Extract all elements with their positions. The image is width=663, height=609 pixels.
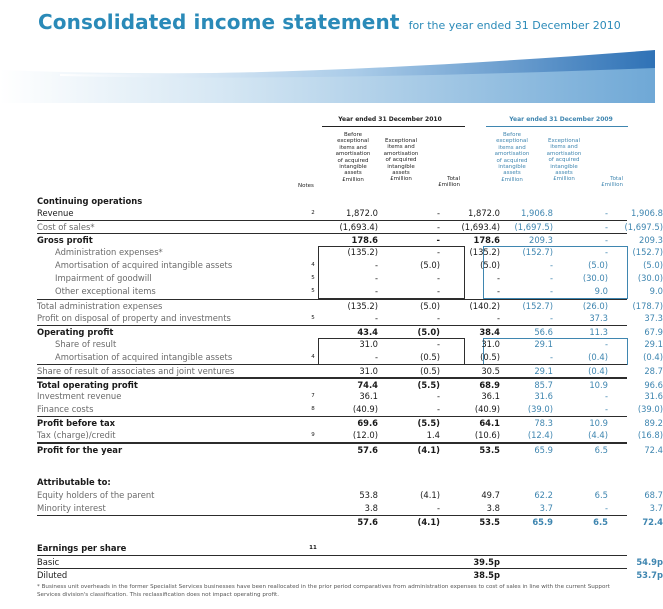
row-value: - bbox=[436, 235, 440, 245]
row-value: 6.5 bbox=[593, 517, 608, 527]
row-value: 96.6 bbox=[644, 380, 663, 390]
row-value: - bbox=[436, 313, 440, 323]
row-note-ref: 5 bbox=[311, 315, 315, 321]
row-value: 65.9 bbox=[534, 445, 553, 455]
row-value: (5.5) bbox=[417, 418, 440, 428]
row-label: Gross profit bbox=[37, 235, 93, 245]
row-value: 9.0 bbox=[649, 286, 663, 296]
row-label: Attributable to: bbox=[37, 477, 111, 487]
row-label: Cost of sales* bbox=[37, 222, 95, 232]
statement-row bbox=[37, 568, 663, 582]
row-value: 37.3 bbox=[589, 313, 608, 323]
row-value: 31.0 bbox=[359, 366, 378, 376]
row-value: - bbox=[604, 503, 608, 513]
row-value: 53.8 bbox=[359, 490, 378, 500]
row-label: Minority interest bbox=[37, 503, 106, 513]
row-value: 37.3 bbox=[644, 313, 663, 323]
statement-row bbox=[37, 442, 663, 457]
page-subtitle: for the year ended 31 December 2010 bbox=[408, 19, 621, 32]
statement-row bbox=[37, 207, 663, 220]
row-value: (1,693.4) bbox=[339, 222, 378, 232]
notes-column-header: Notes bbox=[298, 183, 314, 189]
row-value: - bbox=[436, 222, 440, 232]
row-value: (5.0) bbox=[480, 260, 500, 270]
row-value: 31.6 bbox=[534, 391, 553, 401]
statement-row bbox=[37, 285, 663, 298]
statement-row bbox=[37, 502, 663, 515]
statement-row bbox=[37, 338, 663, 351]
row-value: - bbox=[436, 247, 440, 257]
row-label: Equity holders of the parent bbox=[37, 490, 155, 500]
row-value: - bbox=[436, 273, 440, 283]
row-value: - bbox=[436, 404, 440, 414]
row-value: - bbox=[436, 208, 440, 218]
row-value: (5.0) bbox=[643, 260, 663, 270]
row-value: - bbox=[496, 313, 500, 323]
row-value: 29.1 bbox=[534, 339, 553, 349]
row-value: (4.4) bbox=[588, 430, 608, 440]
row-value: (16.8) bbox=[637, 430, 663, 440]
row-value: 49.7 bbox=[481, 490, 500, 500]
row-value: 3.7 bbox=[539, 503, 553, 513]
statement-row bbox=[37, 299, 663, 313]
statement-row bbox=[37, 312, 663, 325]
row-value: - bbox=[604, 222, 608, 232]
row-label: Administration expenses* bbox=[55, 247, 163, 257]
row-value: (12.0) bbox=[352, 430, 378, 440]
row-value: - bbox=[374, 352, 378, 362]
row-value: - bbox=[374, 313, 378, 323]
row-value: (0.4) bbox=[588, 352, 608, 362]
row-value: 67.9 bbox=[644, 327, 663, 337]
row-value: 56.6 bbox=[534, 327, 553, 337]
row-value: (178.7) bbox=[632, 301, 663, 311]
year-2010-rule bbox=[322, 126, 465, 127]
row-value: - bbox=[549, 313, 553, 323]
row-value: - bbox=[374, 260, 378, 270]
row-value: (135.2) bbox=[469, 247, 500, 257]
row-value: 38.4 bbox=[479, 327, 500, 337]
col-2010-exceptional-header: Exceptional items and amortisation of acquired intangible assets £million bbox=[383, 138, 419, 183]
row-value: - bbox=[549, 260, 553, 270]
row-value: (0.5) bbox=[420, 366, 440, 376]
row-label: Profit before tax bbox=[37, 418, 116, 428]
row-value: 31.0 bbox=[481, 339, 500, 349]
col-2009-before-header: Before exceptional items and amortisation of acquired intangible assets £million bbox=[494, 132, 530, 183]
header-swoosh-graphic bbox=[0, 40, 655, 110]
row-value: 39.5p bbox=[473, 557, 500, 567]
row-value: 78.3 bbox=[534, 418, 553, 428]
row-value: (0.5) bbox=[420, 352, 440, 362]
row-value: (135.2) bbox=[347, 247, 378, 257]
statement-row bbox=[37, 429, 663, 442]
row-value: 72.4 bbox=[644, 445, 663, 455]
statement-row bbox=[37, 364, 663, 378]
row-value: - bbox=[496, 273, 500, 283]
row-value: (39.0) bbox=[527, 404, 553, 414]
statement-row bbox=[37, 351, 663, 364]
row-value: - bbox=[549, 352, 553, 362]
row-label: Total operating profit bbox=[37, 380, 138, 390]
row-value: (0.4) bbox=[643, 352, 663, 362]
row-value: (140.2) bbox=[469, 301, 500, 311]
row-value: 38.5p bbox=[473, 570, 500, 580]
row-value: 10.9 bbox=[589, 418, 608, 428]
row-value: - bbox=[436, 503, 440, 513]
row-value: 43.4 bbox=[357, 327, 378, 337]
statement-row bbox=[37, 555, 663, 569]
row-label: Other exceptional items bbox=[55, 286, 156, 296]
year-2009-rule bbox=[486, 126, 628, 127]
income-statement-sheet bbox=[0, 103, 663, 609]
row-value: (4.1) bbox=[417, 445, 440, 455]
row-value: - bbox=[604, 339, 608, 349]
statement-row bbox=[37, 489, 663, 502]
statement-row bbox=[37, 246, 663, 259]
row-value: (0.5) bbox=[480, 352, 500, 362]
row-value: (12.4) bbox=[527, 430, 553, 440]
row-value: (10.6) bbox=[474, 430, 500, 440]
row-value: (5.0) bbox=[420, 260, 440, 270]
row-label: Share of result bbox=[55, 339, 117, 349]
row-note-ref: 4 bbox=[311, 354, 315, 360]
row-value: 178.6 bbox=[351, 235, 378, 245]
row-value: (5.5) bbox=[417, 380, 440, 390]
row-label: Basic bbox=[37, 557, 60, 567]
row-value: 31.0 bbox=[359, 339, 378, 349]
row-note-ref: 8 bbox=[311, 406, 315, 412]
row-label: Earnings per share bbox=[37, 543, 127, 553]
row-value: 65.9 bbox=[532, 517, 553, 527]
row-value: (5.0) bbox=[420, 301, 440, 311]
row-value: 53.7p bbox=[636, 570, 663, 580]
row-label: Share of result of associates and joint ventures bbox=[37, 366, 235, 376]
row-label: Tax (charge)/credit bbox=[37, 430, 116, 440]
row-value: (152.7) bbox=[522, 247, 553, 257]
row-label: Impairment of goodwill bbox=[55, 273, 152, 283]
row-value: 85.7 bbox=[534, 380, 553, 390]
row-label: Revenue bbox=[37, 208, 74, 218]
row-value: (39.0) bbox=[637, 404, 663, 414]
row-value: - bbox=[436, 391, 440, 401]
row-value: 3.8 bbox=[486, 503, 500, 513]
row-value: 3.7 bbox=[649, 503, 663, 513]
row-value: - bbox=[374, 286, 378, 296]
row-label: Total administration expenses bbox=[37, 301, 163, 311]
row-value: 54.9p bbox=[636, 557, 663, 567]
col-2009-exceptional-header: Exceptional items and amortisation of acquired intangible assets £million bbox=[546, 138, 582, 183]
year-2010-header: Year ended 31 December 2010 bbox=[338, 116, 442, 123]
row-value: 89.2 bbox=[644, 418, 663, 428]
row-label: Profit on disposal of property and investments bbox=[37, 313, 231, 323]
row-value: (1,697.5) bbox=[624, 222, 663, 232]
row-value: (1,697.5) bbox=[514, 222, 553, 232]
row-value: (152.7) bbox=[632, 247, 663, 257]
row-value: 68.9 bbox=[479, 380, 500, 390]
row-value: - bbox=[604, 235, 608, 245]
row-value: - bbox=[436, 286, 440, 296]
statement-row bbox=[37, 403, 663, 416]
row-value: 57.6 bbox=[357, 517, 378, 527]
row-value: (30.0) bbox=[637, 273, 663, 283]
row-value: 1,872.0 bbox=[346, 208, 378, 218]
row-value: 68.7 bbox=[644, 490, 663, 500]
row-label: Diluted bbox=[37, 570, 68, 580]
row-value: (26.0) bbox=[582, 301, 608, 311]
title-area bbox=[38, 10, 621, 34]
row-value: 72.4 bbox=[642, 517, 663, 527]
row-value: - bbox=[374, 273, 378, 283]
page-title: Consolidated income statement bbox=[38, 10, 400, 34]
row-value: 29.1 bbox=[534, 366, 553, 376]
row-value: 30.5 bbox=[481, 366, 500, 376]
row-note-ref: 7 bbox=[311, 393, 315, 399]
row-value: - bbox=[604, 247, 608, 257]
row-note-ref: 2 bbox=[311, 210, 315, 216]
row-value: - bbox=[549, 273, 553, 283]
footnote: * Business unit overheads in the former Specialist Services businesses have been reallocated in the prior period comparatives from administration expenses to cost of sales in line with the current Support Services division's classification. This reclassification does not impact operating profit. bbox=[37, 584, 610, 598]
row-value: 62.2 bbox=[534, 490, 553, 500]
row-value: 6.5 bbox=[594, 490, 608, 500]
row-label: Amortisation of acquired intangible assets bbox=[55, 260, 233, 270]
year-2009-header: Year ended 31 December 2009 bbox=[509, 116, 613, 123]
row-value: 1.4 bbox=[426, 430, 440, 440]
col-2010-before-header: Before exceptional items and amortisation of acquired intangible assets £million bbox=[335, 132, 371, 183]
row-label: Profit for the year bbox=[37, 445, 123, 455]
col-2010-total-header: Total £million bbox=[438, 176, 460, 189]
row-value: 31.6 bbox=[644, 391, 663, 401]
row-value: 1,872.0 bbox=[468, 208, 500, 218]
row-value: 1,906.8 bbox=[521, 208, 553, 218]
row-value: (135.2) bbox=[347, 301, 378, 311]
statement-row bbox=[37, 272, 663, 285]
row-value: 209.3 bbox=[639, 235, 663, 245]
col-2009-total-header: Total £million bbox=[601, 176, 623, 189]
row-value: (1,693.4) bbox=[461, 222, 500, 232]
row-value: 1,906.8 bbox=[631, 208, 663, 218]
row-value: 74.4 bbox=[357, 380, 378, 390]
statement-row bbox=[37, 416, 663, 430]
row-value: (152.7) bbox=[522, 301, 553, 311]
row-note-ref: 4 bbox=[311, 262, 315, 268]
row-value: (30.0) bbox=[582, 273, 608, 283]
row-value: 6.5 bbox=[594, 445, 608, 455]
row-value: 36.1 bbox=[359, 391, 378, 401]
statement-row bbox=[37, 476, 627, 489]
row-value: 178.6 bbox=[473, 235, 500, 245]
row-value: (0.4) bbox=[588, 366, 608, 376]
statement-row bbox=[37, 220, 663, 234]
row-note-ref: 11 bbox=[309, 545, 317, 551]
row-value: 28.7 bbox=[644, 366, 663, 376]
row-label: Continuing operations bbox=[37, 196, 143, 206]
row-value: 64.1 bbox=[479, 418, 500, 428]
row-value: 53.5 bbox=[479, 517, 500, 527]
row-note-ref: 5 bbox=[311, 275, 315, 281]
row-value: (4.1) bbox=[417, 517, 440, 527]
row-value: 3.8 bbox=[364, 503, 378, 513]
row-label: Amortisation of acquired intangible assets bbox=[55, 352, 233, 362]
row-value: (5.0) bbox=[588, 260, 608, 270]
statement-row bbox=[37, 515, 663, 529]
row-value: 209.3 bbox=[529, 235, 553, 245]
statement-row bbox=[37, 542, 627, 555]
row-value: 9.0 bbox=[594, 286, 608, 296]
row-value: 36.1 bbox=[481, 391, 500, 401]
row-value: - bbox=[436, 339, 440, 349]
row-value: 11.3 bbox=[589, 327, 608, 337]
row-value: 53.5 bbox=[479, 445, 500, 455]
row-value: - bbox=[604, 208, 608, 218]
statement-row bbox=[37, 233, 663, 247]
row-label: Investment revenue bbox=[37, 391, 122, 401]
row-value: (5.0) bbox=[417, 327, 440, 337]
row-label: Finance costs bbox=[37, 404, 94, 414]
row-value: 29.1 bbox=[644, 339, 663, 349]
row-value: 69.6 bbox=[357, 418, 378, 428]
row-value: (4.1) bbox=[420, 490, 440, 500]
row-value: - bbox=[496, 286, 500, 296]
row-label: Operating profit bbox=[37, 327, 114, 337]
row-value: (40.9) bbox=[474, 404, 500, 414]
row-value: 57.6 bbox=[357, 445, 378, 455]
row-value: 10.9 bbox=[589, 380, 608, 390]
statement-row bbox=[37, 259, 663, 272]
statement-row bbox=[37, 325, 663, 339]
row-value: - bbox=[604, 391, 608, 401]
row-note-ref: 9 bbox=[311, 432, 315, 438]
row-value: (40.9) bbox=[352, 404, 378, 414]
row-value: - bbox=[604, 404, 608, 414]
row-value: - bbox=[549, 286, 553, 296]
statement-row bbox=[37, 390, 663, 403]
row-note-ref: 5 bbox=[311, 288, 315, 294]
